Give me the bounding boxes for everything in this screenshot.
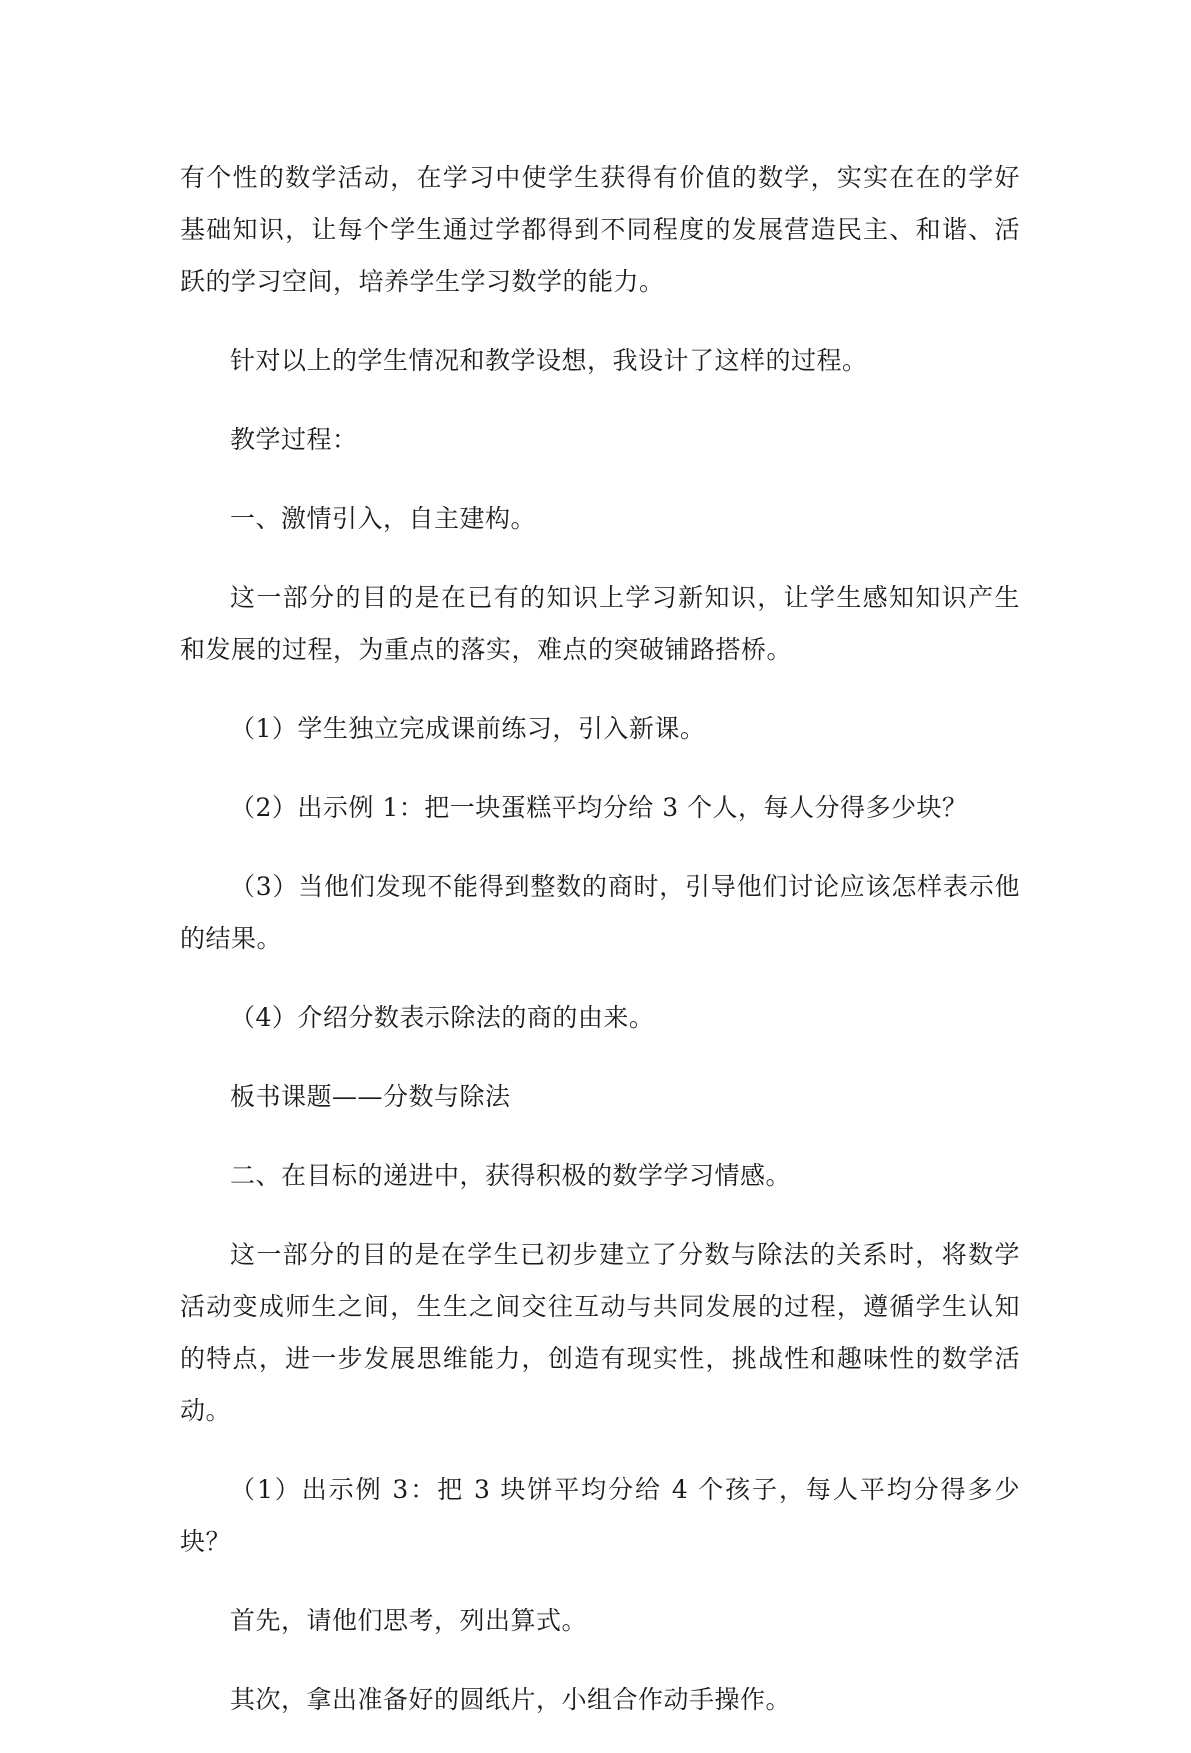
- list-item: （1）学生独立完成课前练习，引入新课。: [230, 714, 706, 743]
- document-body: [180, 152, 1020, 1753]
- paragraph: 首先，请他们思考，列出算式。: [230, 1606, 588, 1635]
- paragraph: 这一部分的目的是在学生已初步建立了分数与除法的关系时，将数学活动变成师生之间，生生之间交往互动与共同发展的过程，遵循学生认知的特点，进一步发展思维能力，创造有现实性，挑战性和趣味性的数学活动。: [180, 1240, 1020, 1425]
- paragraph: 其次，拿出准备好的圆纸片，小组合作动手操作。: [230, 1685, 792, 1714]
- paragraph: 针对以上的学生情况和教学设想，我设计了这样的过程。: [230, 346, 868, 375]
- section-label: 教学过程：: [230, 425, 358, 454]
- paragraph: 有个性的数学活动，在学习中使学生获得有价值的数学，实实在在的学好基础知识，让每个学生通过学都得到不同程度的发展营造民主、和谐、活跃的学习空间，培养学生学习数学的能力。: [180, 163, 1020, 296]
- list-item: （3）当他们发现不能得到整数的商时，引导他们讨论应该怎样表示他的结果。: [180, 872, 1020, 953]
- list-item: （2）出示例 1：把一块蛋糕平均分给 3 个人，每人分得多少块？: [230, 793, 968, 822]
- section-heading: 二、在目标的递进中，获得积极的数学学习情感。: [230, 1161, 792, 1190]
- paragraph: 这一部分的目的是在已有的知识上学习新知识，让学生感知知识产生和发展的过程，为重点的落实，难点的突破铺路搭桥。: [180, 583, 1020, 664]
- list-item: （1）出示例 3：把 3 块饼平均分给 4 个孩子，每人平均分得多少块？: [180, 1475, 1020, 1556]
- section-heading: 一、激情引入，自主建构。: [230, 504, 537, 533]
- paragraph: 板书课题——分数与除法: [230, 1082, 511, 1111]
- list-item: （4）介绍分数表示除法的商的由来。: [230, 1003, 655, 1032]
